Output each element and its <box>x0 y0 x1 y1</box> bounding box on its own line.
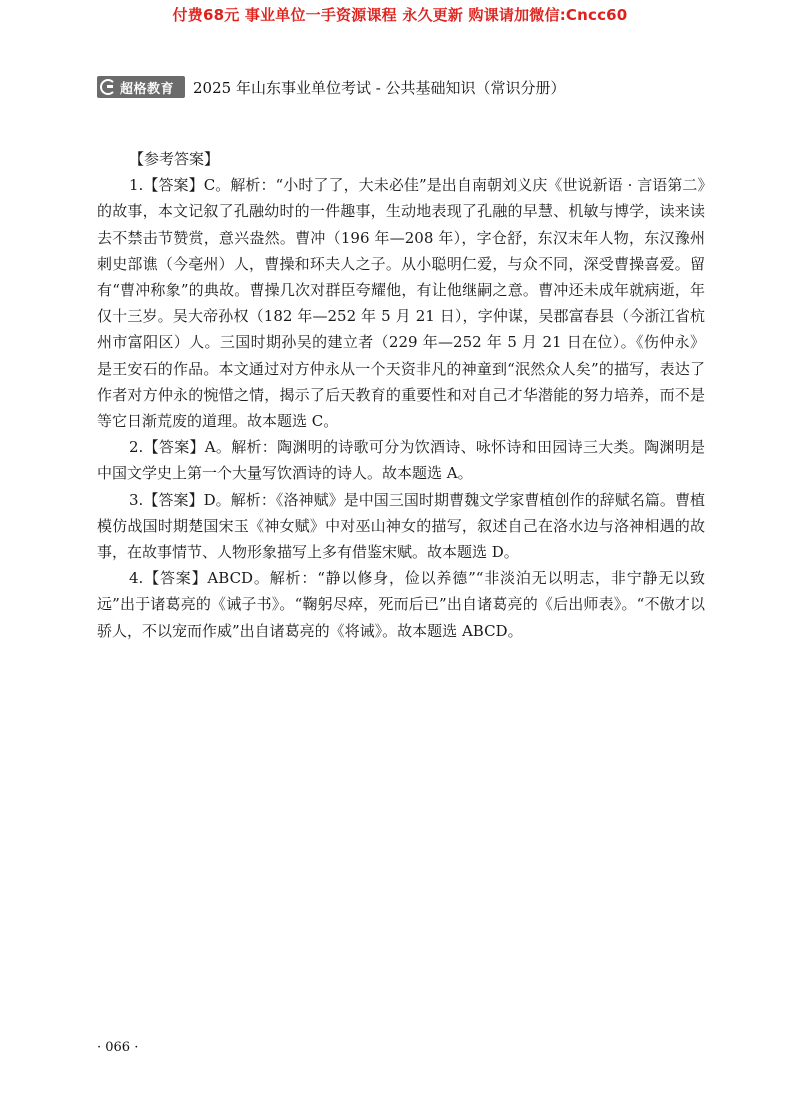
page-header <box>97 75 717 99</box>
book-title: 2025 年山东事业单位考试 - 公共基础知识（常识分册） <box>193 78 566 97</box>
logo-text: 超格教育 <box>120 81 175 97</box>
section-title: 【参考答案】 <box>129 150 220 168</box>
publisher-logo <box>97 76 185 98</box>
page-number: · 066 · <box>97 1040 139 1055</box>
answer-item-2: 2.【答案】A。解析：陶渊明的诗歌可分为饮酒诗、咏怀诗和田园诗三大类。陶渊明是中国文学史上第一个大量写饮酒诗的诗人。故本题选 A。 <box>97 438 705 483</box>
circle-g-icon <box>100 79 116 95</box>
answer-section <box>97 146 705 644</box>
promo-banner: 付费68元 事业单位一手资源课程 永久更新 购课请加微信:Cncc60 <box>172 6 628 24</box>
answer-item-3: 3.【答案】D。解析：《洛神赋》是中国三国时期曹魏文学家曹植创作的辞赋名篇。曹植模仿战国时期楚国宋玉《神女赋》中对巫山神女的描写，叙述自己在洛水边与洛神相遇的故事，在故事情节、人物形象描写上多有借鉴宋赋。故本题选 D。 <box>97 490 705 562</box>
answer-item-4: 4.【答案】ABCD。解析：“静以修身，俭以养德”“非淡泊无以明志，非宁静无以致远”出于诸葛亮的《诫子书》。“鞠躬尽瘁，死而后已”出自诸葛亮的《后出师表》。“不傲才以骄人，不以宠而作威”出自诸葛亮的《将诫》。故本题选 ABCD。 <box>97 569 705 640</box>
answer-item-1: 1.【答案】C。解析：“小时了了，大未必佳”是出自南朝刘义庆《世说新语 · 言语第二》的故事，本文记叙了孔融幼时的一件趣事，生动地表现了孔融的早慧、机敏与博学，读来读去不禁击节赞赏，意兴盎然。曹冲（196 年—208 年），字仓舒，东汉末年人物，东汉豫州刺史部谯（今亳州）人，曹操和环夫人之子。从小聪明仁爱，与众不同，深受曹操喜爱。留有“曹冲称象”的典故。曹操几次对群臣夸耀他，有让他继嗣之意。曹冲还未成年就病逝，年仅十三岁。吴大帝孙权（182 年—252 年 5 月 21 日），字仲谋，吴郡富春县（今浙江省杭州市富阳区）人。三国时期孙吴的建立者（229 年—252 年 5 月 21 日在位）。《伤仲永》是王安石的作品。本文通过对方仲永从一个天资非凡的神童到“泯然众人矣”的描写，表达了作者对方仲永的惋惜之情，揭示了后天教育的重要性和对自己才华潜能的努力培养，而不是等它日渐荒废的道理。故本题选 C。 <box>97 176 705 431</box>
